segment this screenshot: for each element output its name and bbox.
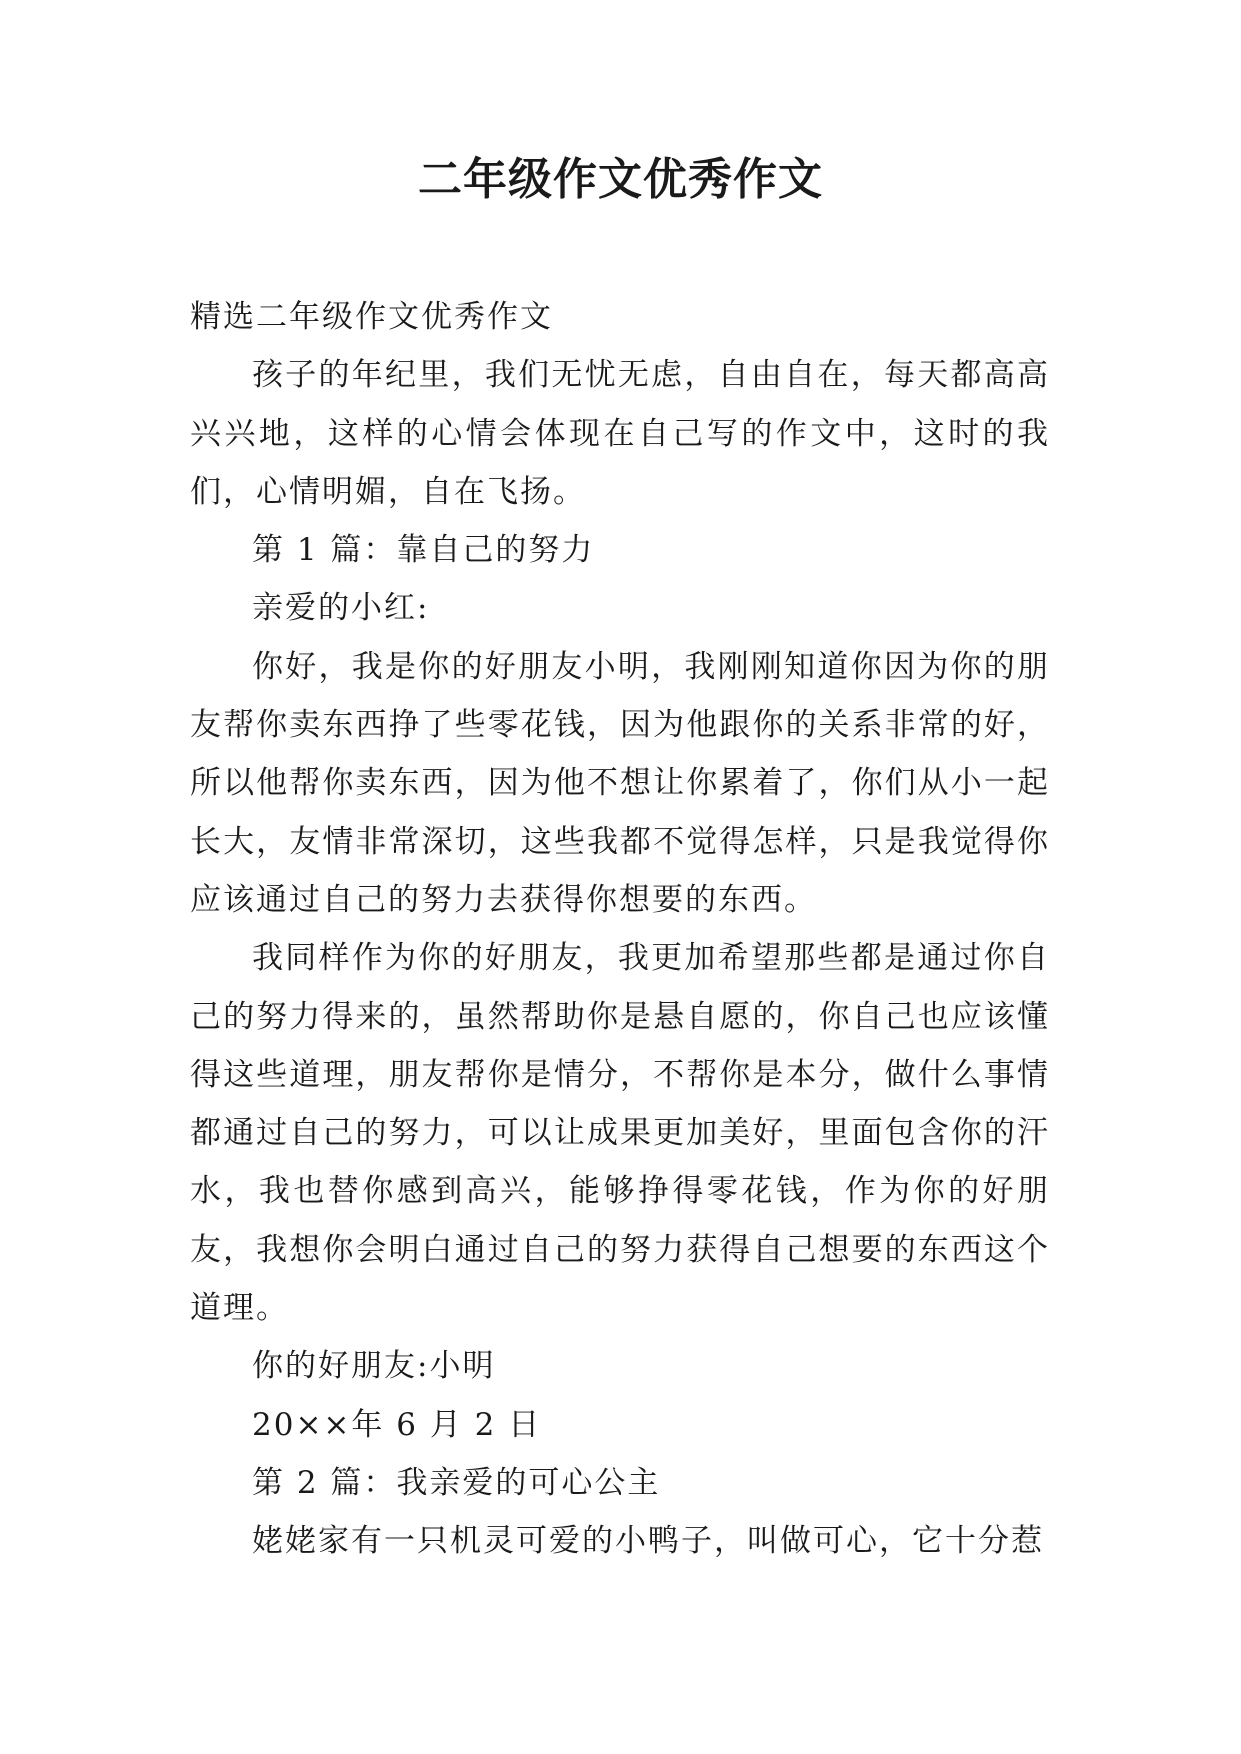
paragraph-letter-2: 我同样作为你的好朋友，我更加希望那些都是通过你自己的努力得来的，虽然帮助你是悬自愿的，你自己也应该懂得这些道理，朋友帮你是情分，不帮你是本分，做什么事情都通过自己的努力，可以让成果更加美好，里面包含你的汗水，我也替你感到高兴，能够挣得零花钱，作为你的好朋友，我想你会明白通过自己的努力获得自己想要的东西这个道理。 xyxy=(190,940,1050,1327)
section-heading-2: 第 2 篇：我亲爱的可心公主 xyxy=(252,1464,661,1501)
document-title: 二年级作文优秀作文 xyxy=(418,154,823,205)
paragraph-intro: 孩子的年纪里，我们无忧无虑，自由自在，每天都高高兴兴地，这样的心情会体现在自己写的作文中，这时的我们，心情明媚，自在飞扬。 xyxy=(190,357,1050,510)
letter-date: 20××年 6 月 2 日 xyxy=(252,1406,542,1443)
paragraph-story-start: 姥姥家有一只机灵可爱的小鸭子，叫做可心，它十分惹 xyxy=(252,1523,1044,1560)
section-heading-1: 第 1 篇：靠自己的努力 xyxy=(252,532,595,569)
paragraph-subtitle: 精选二年级作文优秀作文 xyxy=(190,299,553,335)
letter-signature: 你的好朋友:小明 xyxy=(252,1348,496,1385)
document-body xyxy=(190,288,1050,1571)
paragraph-letter-1: 你好，我是你的好朋友小明，我刚刚知道你因为你的朋友帮你卖东西挣了些零花钱，因为他跟你的关系非常的好，所以他帮你卖东西，因为他不想让你累着了，你们从小一起长大，友情非常深切，这些我都不觉得怎样，只是我觉得你应该通过自己的努力去获得你想要的东西。 xyxy=(190,648,1050,918)
letter-salutation: 亲爱的小红: xyxy=(252,590,430,627)
